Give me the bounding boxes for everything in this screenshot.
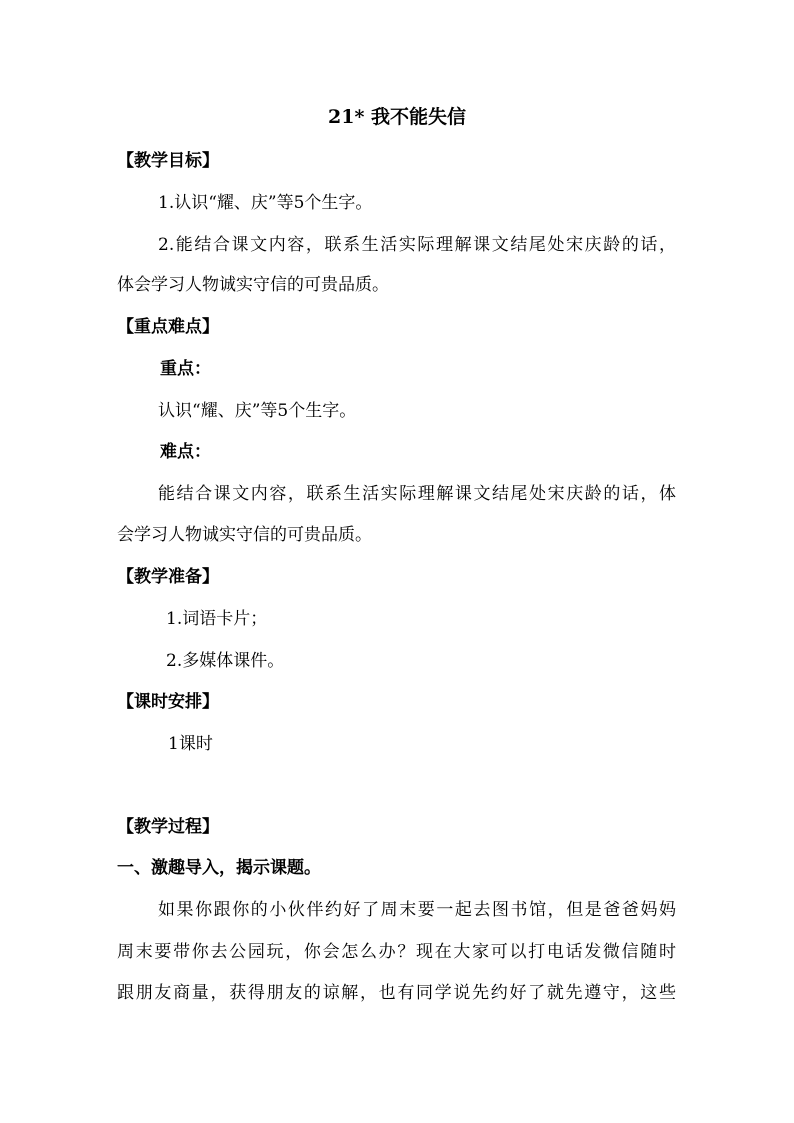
preparation-item-2: 2.多媒体课件。 [166, 651, 285, 671]
key-label: 重点： [160, 359, 211, 379]
key-text: 认识“耀、庆”等5个生字。 [158, 401, 357, 421]
document-title: 21* 我不能失信 [328, 106, 466, 128]
objective-item-2-line-2: 体会学习人物诚实守信的可贵品质。 [117, 275, 389, 295]
process-step-1-title: 一、激趣导入，揭示课题。 [117, 858, 321, 878]
preparation-heading: 【教学准备】 [117, 567, 219, 587]
preparation-item-1: 1.词语卡片； [166, 609, 268, 629]
difficult-text-line-1: 能结合课文内容，联系生活实际理解课文结尾处宋庆龄的话，体 [158, 484, 676, 504]
objective-item-2-line-1: 2.能结合课文内容，联系生活实际理解课文结尾处宋庆龄的话， [158, 235, 676, 255]
difficult-text-line-2: 会学习人物诚实守信的可贵品质。 [117, 525, 372, 545]
difficult-label: 难点： [160, 442, 211, 462]
schedule-text: 1课时 [168, 734, 213, 754]
schedule-heading: 【课时安排】 [117, 692, 219, 712]
objectives-heading: 【教学目标】 [117, 151, 219, 171]
process-paragraph-line-1: 如果你跟你的小伙伴约好了周末要一起去图书馆，但是爸爸妈妈 [158, 900, 676, 920]
key-points-heading: 【重点难点】 [117, 317, 219, 337]
process-paragraph-line-3: 跟朋友商量，获得朋友的谅解，也有同学说先约好了就先遵守，这些 [117, 983, 676, 1003]
process-heading: 【教学过程】 [117, 817, 219, 837]
process-paragraph-line-2: 周末要带你去公园玩，你会怎么办？现在大家可以打电话发微信随时 [117, 942, 676, 962]
objective-item-1: 1.认识“耀、庆”等5个生字。 [158, 193, 373, 213]
